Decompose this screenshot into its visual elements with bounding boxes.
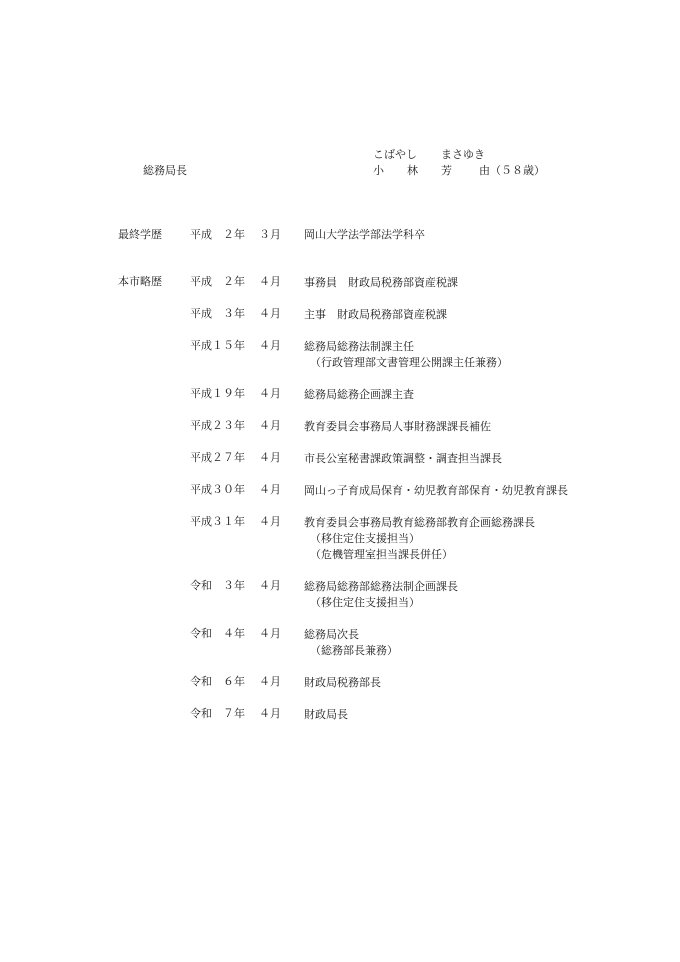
name-char: 芳	[441, 164, 452, 177]
name-char-with-age: 由（５８歳）	[479, 164, 545, 177]
career-entry	[0, 627, 680, 659]
career-entry	[0, 339, 680, 371]
career-era: 平成３０年	[190, 483, 245, 496]
name-block	[373, 148, 545, 178]
career-entry	[0, 707, 680, 739]
education-era: 平成 ２年	[190, 228, 245, 241]
career-entry	[0, 483, 680, 515]
furigana-family: こばやし	[373, 148, 417, 161]
name-furigana	[373, 148, 489, 162]
career-post: 市長公室秘書課政策調整・調査担当課長	[304, 452, 502, 465]
career-entry	[0, 275, 680, 307]
career-month: ４月	[259, 675, 281, 688]
furigana-given: まさゆき	[441, 148, 485, 161]
career-description	[304, 579, 458, 611]
career-post: 総務局総務部総務法制企画課長	[304, 580, 458, 593]
career-entry	[0, 307, 680, 339]
position-title: 総務局長	[143, 164, 187, 177]
career-month: ４月	[259, 339, 281, 352]
career-entry	[0, 675, 680, 707]
career-description	[304, 307, 447, 323]
education-label: 最終学歴	[118, 228, 162, 241]
career-post-note: （危機管理室担当課長併任）	[310, 548, 453, 561]
career-post-note: （移住定住支援担当）	[310, 532, 420, 545]
career-era: 令和 ３年	[190, 579, 245, 592]
career-post-note: （総務部長兼務）	[310, 644, 398, 657]
career-era: 平成 ３年	[190, 307, 245, 320]
career-post: 岡山っ子育成局保育・幼児教育部保育・幼児教育課長	[304, 484, 568, 497]
career-month: ４月	[259, 579, 281, 592]
career-post: 教育委員会事務局教育総務部教育企画総務課長	[304, 516, 535, 529]
career-month: ４月	[259, 387, 281, 400]
career-label: 本市略歴	[118, 275, 162, 288]
career-post: 教育委員会事務局人事財務課課長補佐	[304, 420, 491, 433]
career-month: ４月	[259, 451, 281, 464]
education-text: 岡山大学法学部法学科卒	[304, 228, 425, 241]
name-char: 小	[373, 164, 384, 177]
career-month: ４月	[259, 707, 281, 720]
career-post: 主事 財政局税務部資産税課	[304, 308, 447, 321]
career-post-note: （行政管理部文書管理公開課主任兼務）	[310, 356, 508, 369]
career-description	[304, 675, 381, 691]
career-era: 平成１９年	[190, 387, 245, 400]
person-name	[373, 164, 545, 178]
career-post: 総務局総務法制課主任	[304, 340, 414, 353]
career-era: 令和 ４年	[190, 627, 245, 640]
career-description	[304, 339, 508, 371]
career-entry	[0, 387, 680, 419]
career-era: 平成１５年	[190, 339, 245, 352]
education-month: ３月	[259, 228, 281, 241]
career-entry	[0, 419, 680, 451]
career-era: 平成３１年	[190, 515, 245, 528]
career-post: 財政局長	[304, 708, 348, 721]
career-description	[304, 419, 491, 435]
career-post-note: （移住定住支援担当）	[310, 596, 420, 609]
career-month: ４月	[259, 419, 281, 432]
career-month: ４月	[259, 627, 281, 640]
career-description	[304, 451, 502, 467]
career-entry	[0, 515, 680, 561]
career-era: 平成 ２年	[190, 275, 245, 288]
career-month: ４月	[259, 307, 281, 320]
career-era: 令和 ６年	[190, 675, 245, 688]
career-era: 令和 ７年	[190, 707, 245, 720]
career-month: ４月	[259, 483, 281, 496]
career-description	[304, 483, 568, 499]
name-char: 林	[407, 164, 418, 177]
career-post: 総務局次長	[304, 628, 359, 641]
career-post: 総務局総務企画課主査	[304, 388, 414, 401]
career-post: 事務員 財政局税務部資産税課	[304, 276, 458, 289]
career-month: ４月	[259, 515, 281, 528]
career-era: 平成２７年	[190, 451, 245, 464]
career-description	[304, 387, 414, 403]
education-row	[0, 228, 680, 260]
career-description	[304, 707, 348, 723]
career-era: 平成２３年	[190, 419, 245, 432]
career-description	[304, 515, 535, 563]
career-post: 財政局税務部長	[304, 676, 381, 689]
career-entry	[0, 579, 680, 611]
career-entry	[0, 451, 680, 483]
career-description	[304, 275, 458, 291]
career-description	[304, 627, 398, 659]
career-month: ４月	[259, 275, 281, 288]
